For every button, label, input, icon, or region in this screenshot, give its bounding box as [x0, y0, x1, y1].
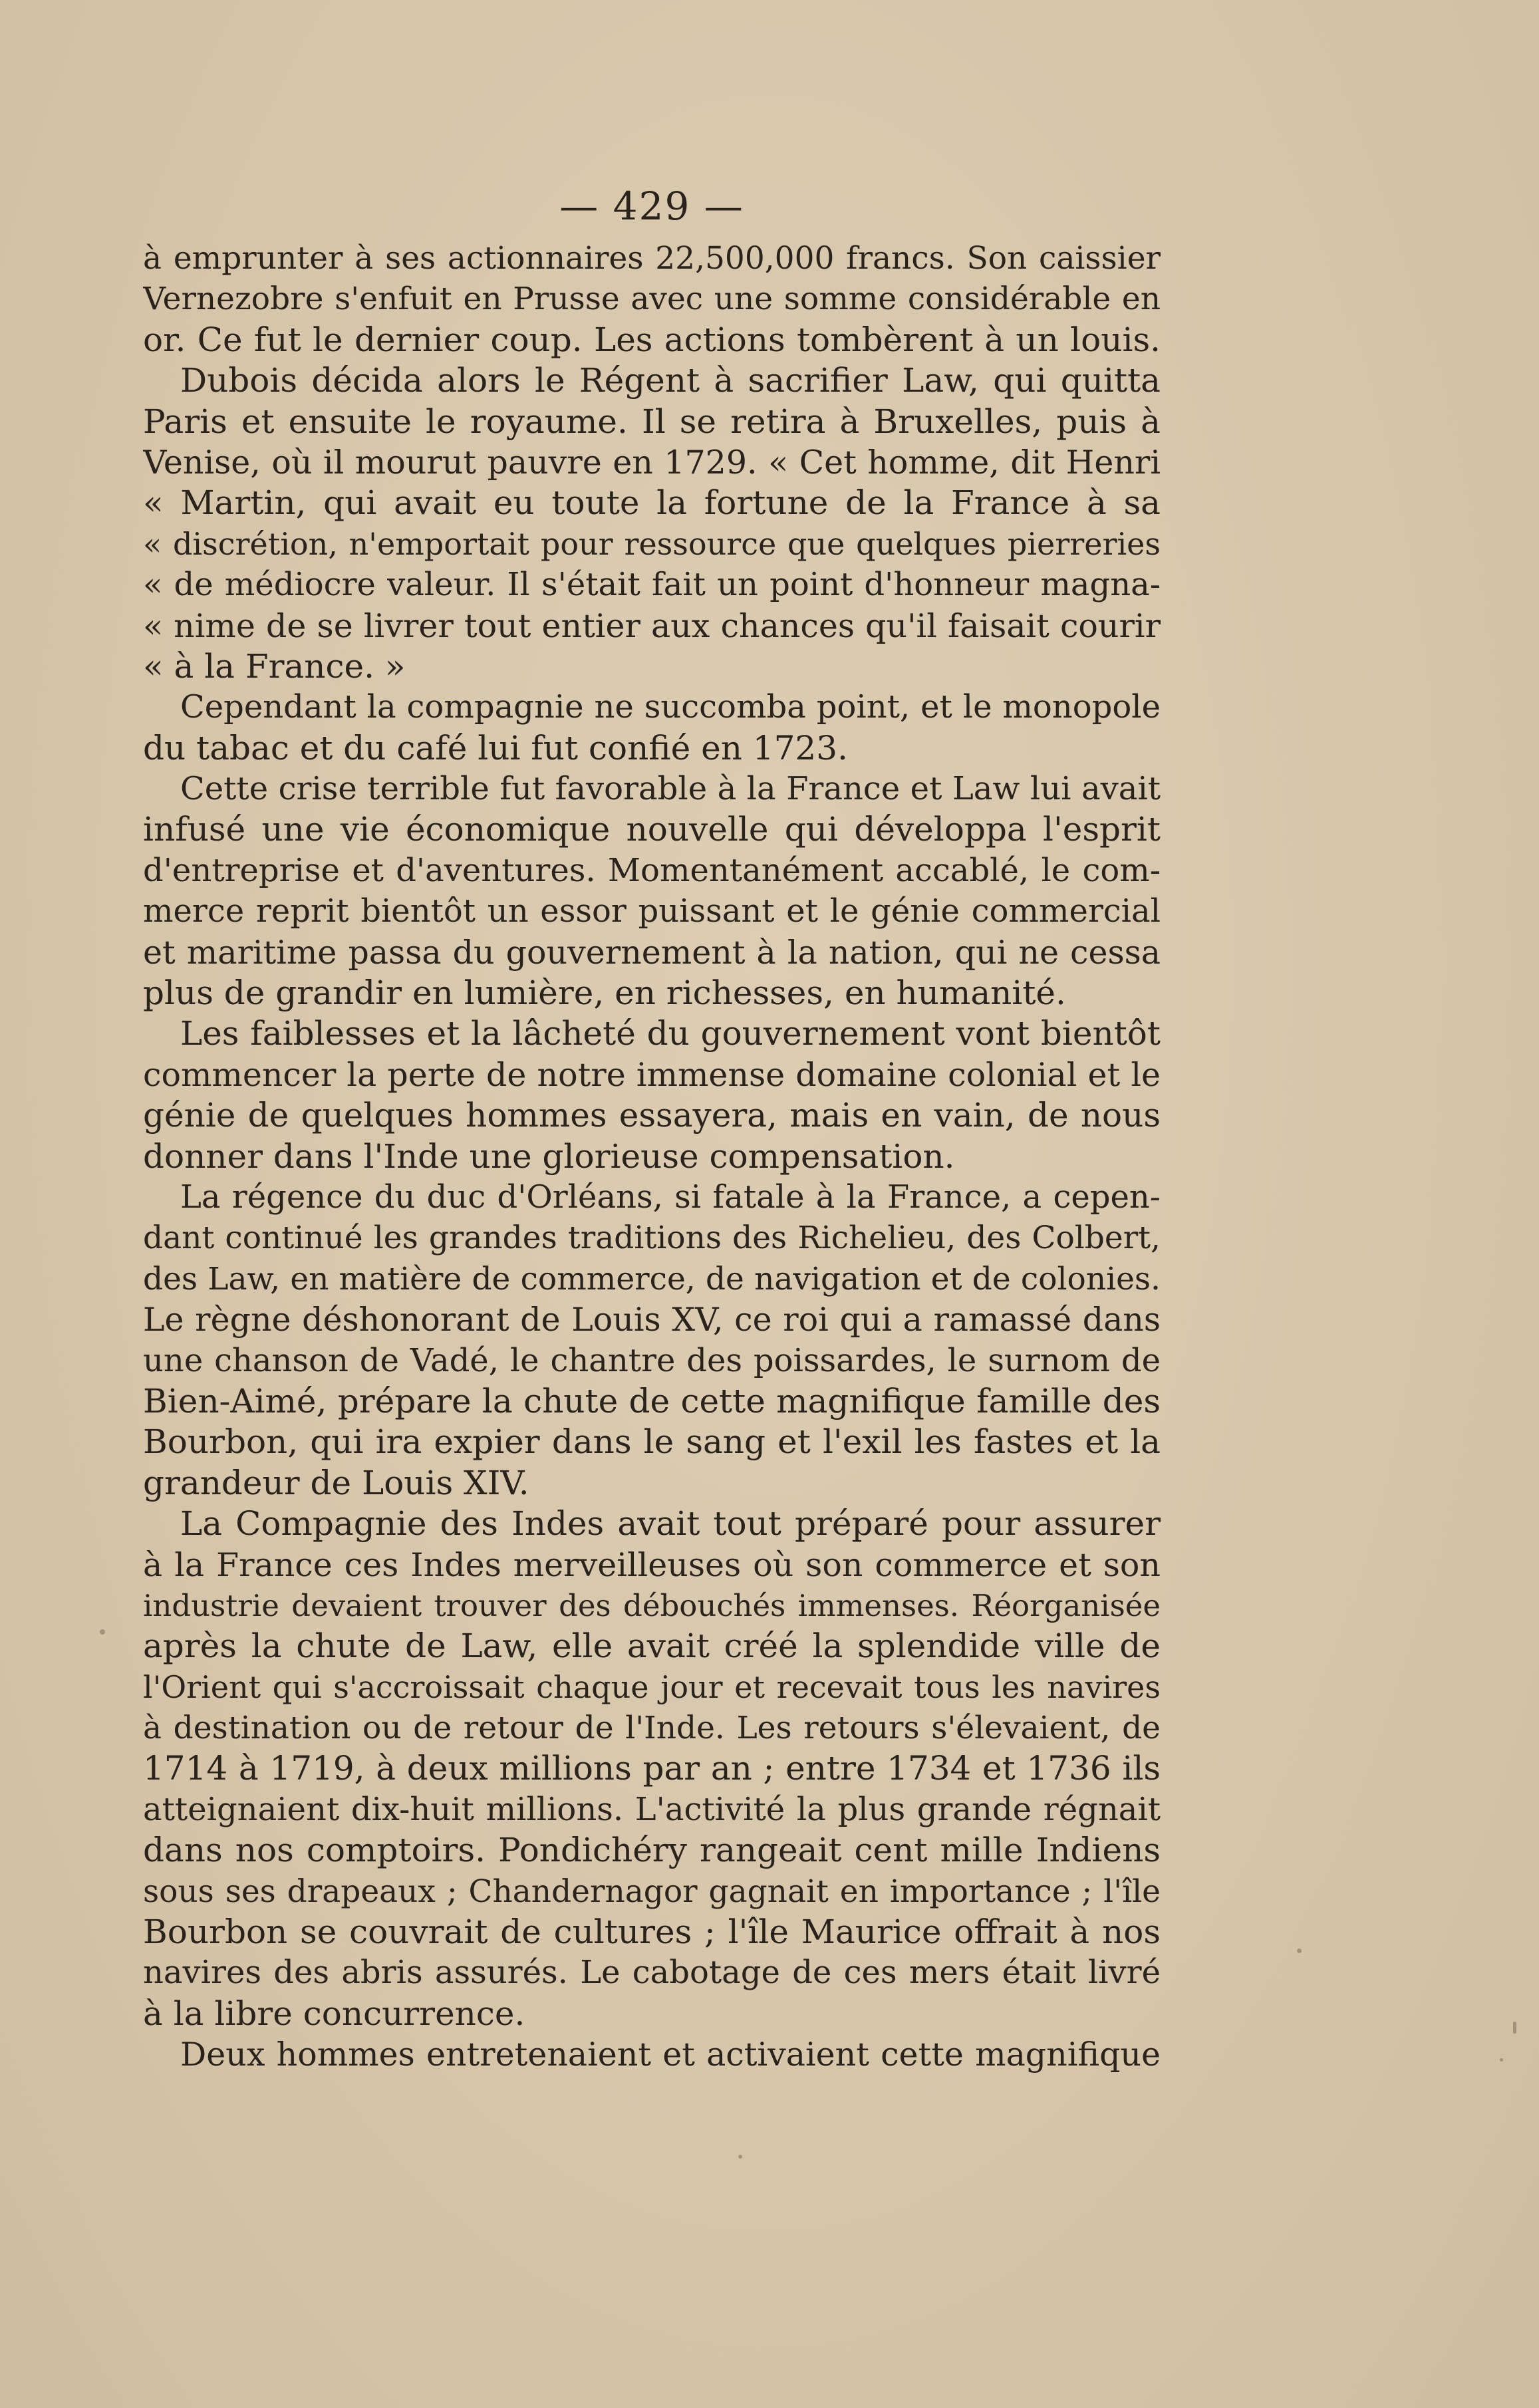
text-line: « à la France. »: [143, 646, 406, 686]
text-line: l'Orient qui s'accroissait chaque jour et recevait tous les navires: [143, 1669, 1161, 1705]
text-line: Deux hommes entretenaient et activaient cette magnifique: [180, 2036, 1161, 2074]
text-line: Cette crise terrible fut favorable à la France et Law lui avait: [180, 770, 1161, 808]
text-line: Venise, où il mourut pauvre en 1729. « Cet homme, dit Henri: [143, 443, 1161, 481]
text-line: donner dans l'Inde une glorieuse compensation.: [143, 1137, 955, 1176]
text-line: « discrétion, n'emportait pour ressource que quelques pierreries: [143, 525, 1161, 562]
text-line: 1714 à 1719, à deux millions par an ; entre 1734 et 1736 ils: [143, 1749, 1161, 1788]
text-line: merce reprit bientôt un essor puissant et le génie commercial: [143, 892, 1161, 930]
text-line: une chanson de Vadé, le chantre des poissardes, le surnom de: [143, 1341, 1161, 1379]
text-line: à destination ou de retour de l'Inde. Les retours s'élevaient, de: [143, 1710, 1161, 1747]
text-line: La Compagnie des Indes avait tout préparé pour assurer: [180, 1504, 1161, 1543]
text-line: plus de grandir en lumière, en richesses, en humanité.: [143, 974, 1066, 1013]
paper-speck: [1500, 2058, 1503, 2062]
text-line: Cependant la compagnie ne succomba point, et le monopole: [180, 688, 1161, 726]
text-line: du tabac et du café lui fut confié en 1723.: [143, 728, 848, 767]
text-line: et maritime passa du gouvernement à la nation, qui ne cessa: [143, 933, 1161, 972]
text-line: grandeur de Louis XIV.: [143, 1463, 529, 1502]
text-line: infusé une vie économique nouvelle qui développa l'esprit: [143, 810, 1161, 849]
text-line: à emprunter à ses actionnaires 22,500,000 francs. Son caissier: [143, 240, 1161, 277]
text-line: Dubois décida alors le Régent à sacrifier Law, qui quitta: [180, 361, 1161, 400]
text-line: à la France ces Indes merveilleuses où son commerce et son: [143, 1545, 1161, 1584]
text-line: Bourbon, qui ira expier dans le sang et l'exil les fastes et la: [143, 1422, 1161, 1462]
text-line: Bien-Aimé, prépare la chute de cette magnifique famille des: [143, 1381, 1161, 1420]
text-line: « de médiocre valeur. Il s'était fait un point d'honneur magna-: [143, 566, 1161, 604]
text-line: des Law, en matière de commerce, de navigation et de colonies.: [143, 1260, 1161, 1297]
text-line: d'entreprise et d'aventures. Momentanément accablé, le com-: [143, 851, 1161, 889]
body-text: [143, 238, 1161, 2075]
text-line: navires des abris assurés. Le cabotage de ces mers était livré: [143, 1954, 1161, 1992]
page-number: — 429 —: [559, 184, 744, 229]
book-page: [143, 180, 1161, 2075]
text-line: Paris et ensuite le royaume. Il se retira à Bruxelles, puis à: [143, 402, 1161, 441]
text-line: atteignaient dix-huit millions. L'activité la plus grande régnait: [143, 1790, 1161, 1828]
text-line: après la chute de Law, elle avait créé la splendide ville de: [143, 1627, 1161, 1666]
text-line: industrie devaient trouver des débouchés immenses. Réorganisée: [143, 1587, 1161, 1623]
text-line: Le règne déshonorant de Louis XV, ce roi qui a ramassé dans: [143, 1301, 1161, 1339]
text-line: sous ses drapeaux ; Chandernagor gagnait en importance ; l'île: [143, 1873, 1161, 1910]
paper-speck: [1513, 2022, 1516, 2034]
text-line: Les faiblesses et la lâcheté du gouvernement vont bientôt: [180, 1014, 1161, 1053]
paper-speck: [100, 1629, 105, 1635]
text-line: dans nos comptoirs. Pondichéry rangeait cent mille Indiens: [143, 1831, 1161, 1870]
text-line: or. Ce fut le dernier coup. Les actions tombèrent à un louis.: [143, 320, 1161, 359]
text-line: dant continué les grandes traditions des Richelieu, des Colbert,: [143, 1220, 1161, 1257]
paper-speck: [738, 2155, 742, 2159]
text-line: Vernezobre s'enfuit en Prusse avec une somme considérable en: [143, 281, 1161, 318]
text-line: La régence du duc d'Orléans, si fatale à la France, a cepen-: [180, 1178, 1161, 1216]
text-line: « Martin, qui avait eu toute la fortune de la France à sa: [143, 483, 1161, 523]
text-line: Bourbon se couvrait de cultures ; l'île Maurice offrait à nos: [143, 1913, 1161, 1952]
text-line: commencer la perte de notre immense domaine colonial et le: [143, 1055, 1161, 1094]
text-line: génie de quelques hommes essayera, mais en vain, de nous: [143, 1096, 1161, 1135]
text-line: « nime de se livrer tout entier aux chances qu'il faisait courir: [143, 606, 1161, 645]
text-line: à la libre concurrence.: [143, 1994, 525, 2033]
paper-speck: [1297, 1948, 1302, 1953]
